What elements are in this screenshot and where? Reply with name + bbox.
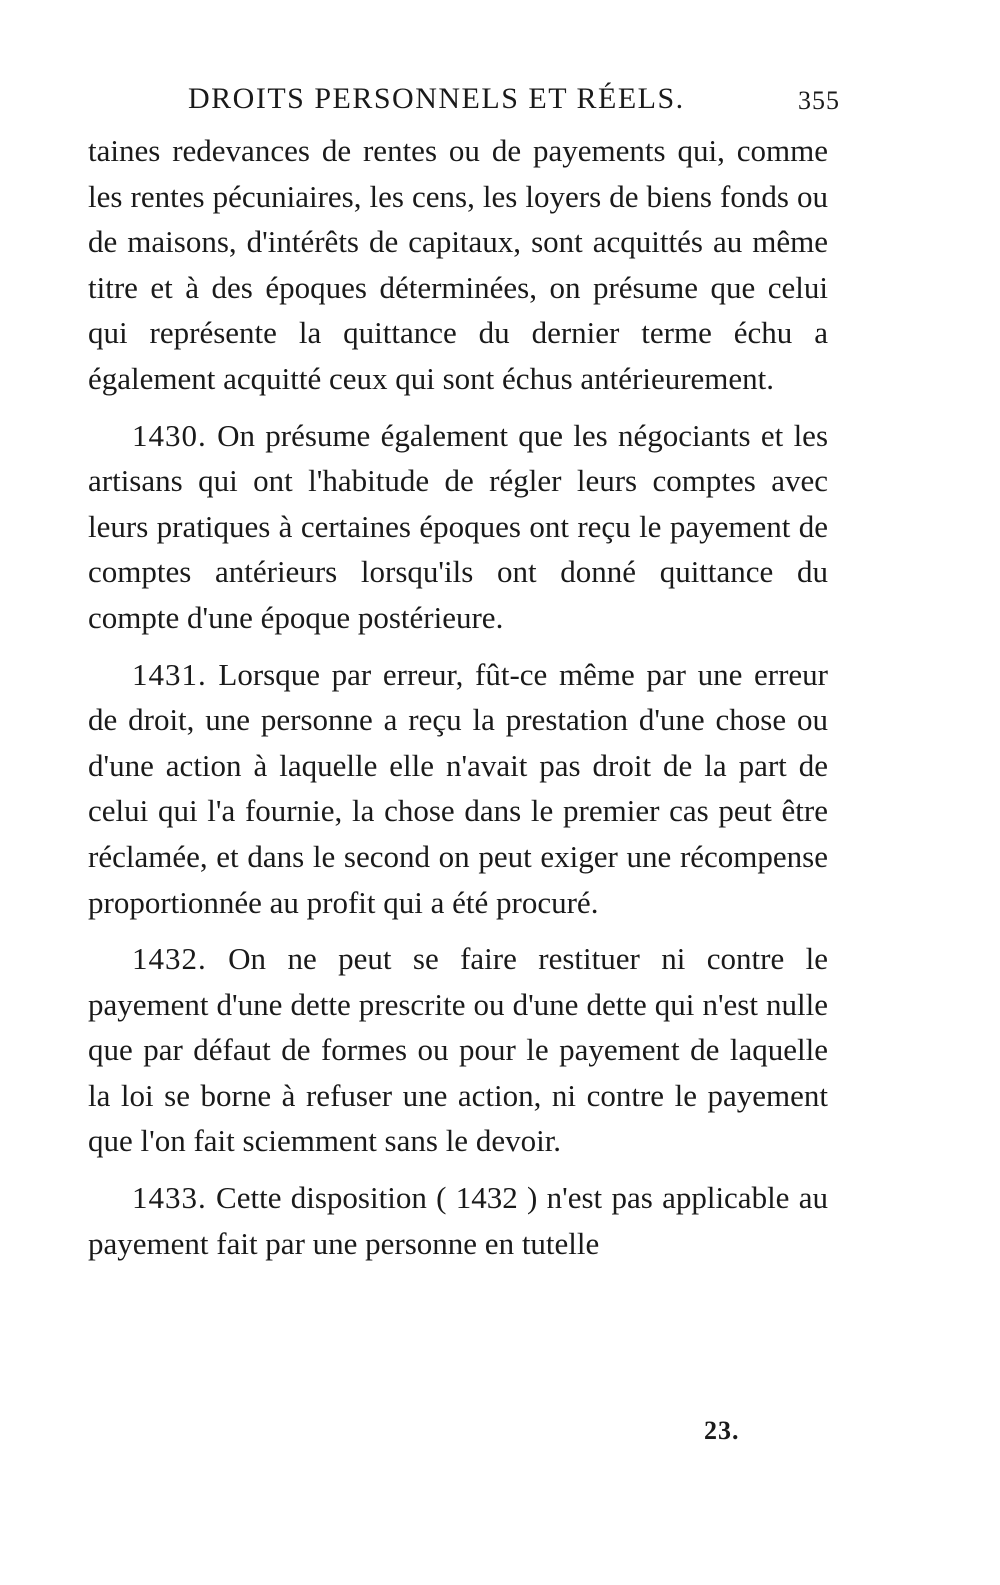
article-1432 [88,936,828,1164]
article-1430 [88,413,828,641]
article-1431 [88,652,828,926]
paragraph-continuation [88,128,828,402]
article-1433 [88,1175,828,1266]
page-header [88,80,840,124]
article-number: 1430. [132,417,207,453]
paragraph-text: On ne peut se faire restituer ni contre le payement d'une dette prescrite ou d'une dette qui n'est nulle que par défaut de formes ou pour le payement de laquelle la loi se borne à refuser une action, ni contre le payement que l'on fait sciemment sans le devoir. [88,941,828,1159]
paragraph-text: Lorsque par erreur, fût-ce même par une erreur de droit, une personne a reçu la prestation d'une chose ou d'une action à laquelle elle n'avait pas droit de la part de celui qui l'a fournie, la chose dans le premier cas peut être réclamée, et dans le second on peut exiger une récompense proportionnée au profit qui a été procuré. [88,656,829,920]
paragraph-text: On présume également que les négociants et les artisans qui ont l'habitude de régler leurs comptes avec leurs pratiques à certaines époques ont reçu le payement de comptes antérieurs lorsqu'ils ont donné quittance du compte d'une époque postérieure. [88,417,829,635]
article-number: 1432. [132,941,207,977]
article-number: 1433. [132,1180,207,1216]
page-number: 355 [798,86,840,115]
paragraph-text: taines redevances de rentes ou de payements qui, comme les rentes pécuniaires, les cens, les loyers de biens fonds ou de maisons, d'intérêts de capitaux, sont acquittés au même titre et à des époques déterminées, on présume que celui qui représente la quittance du dernier terme échu a également acquitté ceux qui sont échus antérieurement. [88,133,828,396]
running-title: DROITS PERSONNELS ET RÉELS. [188,82,685,115]
signature-mark: 23. [704,1416,740,1445]
paragraph-text: Cette disposition ( 1432 ) n'est pas applicable au payement fait par une personne en tutelle [88,1180,828,1261]
article-number: 1431. [132,656,207,692]
body-text [88,128,828,1266]
